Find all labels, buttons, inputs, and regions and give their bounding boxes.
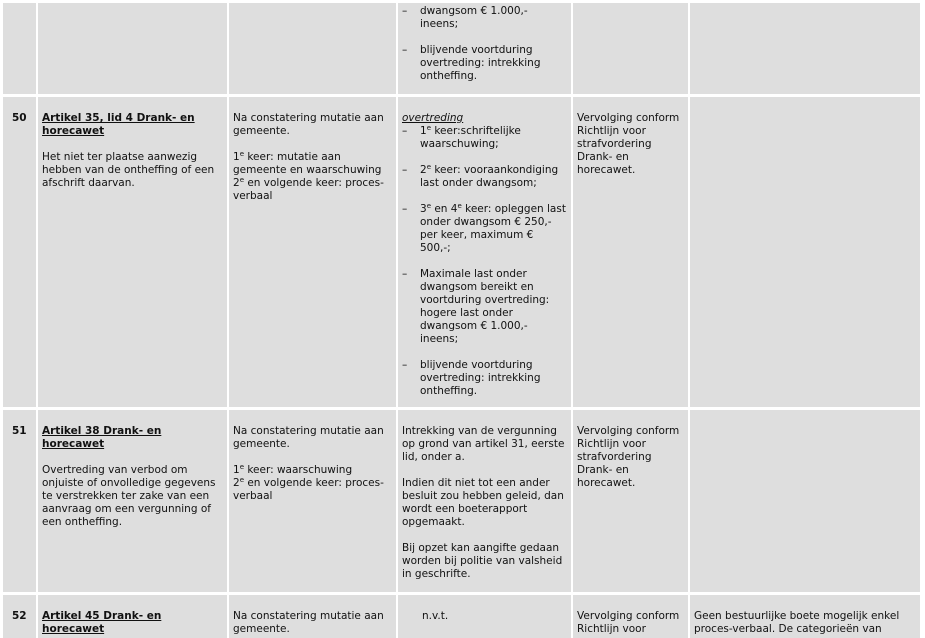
row-number: 52 [12, 610, 27, 622]
row-51-prosecution-cell [573, 410, 688, 592]
row-top-action-cell [229, 3, 396, 94]
row-51-sanction-cell [398, 410, 571, 592]
sanction-text: n.v.t. [422, 610, 449, 622]
article-title: Artikel 38 Drank- en horecawet [42, 425, 162, 450]
sanction-item: – 2e keer: vooraankondiging last onder dwangsom; [402, 164, 567, 190]
row-50-article-cell [38, 97, 227, 407]
article-description: Overtreding van verbod om onjuiste of onvolledige gegevens te verstrekken ter zake van een aanvraag om een vergunning of een ontheffing. [42, 464, 216, 528]
action-steps [233, 464, 392, 503]
row-51-action-cell [229, 410, 396, 592]
action-intro: Na constatering mutatie aan gemeente. [233, 425, 384, 450]
row-top-prosecution-cell [573, 3, 688, 94]
row-50-num-cell [3, 97, 36, 407]
sanction-paragraph: Bij opzet kan aangifte gedaan worden bij politie van valsheid in geschrifte. [402, 542, 563, 580]
article-title: Artikel 35, lid 4 Drank- en horecawet [42, 112, 195, 137]
remarks-text: Geen bestuurlijke boete mogelijk enkel proces-verbaal. De categorieën van [694, 610, 900, 635]
action-second: 2e en volgende keer: proces-verbaal [233, 176, 384, 202]
sanction-paragraph: Indien dit niet tot een ander besluit zou hebben geleid, dan wordt een boeterapport opgemaakt. [402, 477, 564, 528]
action-second: 2e en volgende keer: proces-verbaal [233, 476, 384, 502]
sanction-item: – Maximale last onder dwangsom bereikt en voortduring overtreding: hogere last onder dwangsom € 1.000,- ineens; [402, 268, 567, 346]
action-intro: Na constatering mutatie aan gemeente. [233, 610, 384, 635]
sanction-item: – 3e en 4e keer: opleggen last onder dwangsom € 250,- per keer, maximum € 500,-; [402, 203, 567, 255]
sanction-item: – 1e keer:schriftelijke waarschuwing; [402, 125, 567, 151]
row-top-remarks-cell [690, 3, 920, 94]
sanction-heading: overtreding [402, 112, 464, 124]
sanction-item: – blijvende voortduring overtreding: intrekking ontheffing. [402, 44, 562, 83]
row-50-prosecution-cell [573, 97, 688, 407]
prosecution-text: Vervolging conform Richtlijn voor [577, 610, 680, 635]
sanction-item: – blijvende voortduring overtreding: intrekking ontheffing. [402, 359, 567, 398]
row-51-remarks-cell [690, 410, 920, 592]
action-steps [233, 151, 392, 203]
row-50-action-cell [229, 97, 396, 407]
row-top-num-cell [3, 3, 36, 94]
article-title: Artikel 45 Drank- en horecawet [42, 610, 162, 635]
prosecution-text: Vervolging conform Richtlijn voor strafvordering Drank- en horecawet. [577, 425, 680, 489]
row-51-article-cell [38, 410, 227, 592]
row-top-article-cell [38, 3, 227, 94]
sanction-item: – dwangsom € 1.000,- ineens; [402, 5, 562, 31]
sanction-list [402, 125, 567, 398]
row-52-action-cell [229, 595, 396, 638]
article-description: Het niet ter plaatse aanwezig hebben van de ontheffing of een afschrift daarvan. [42, 151, 215, 189]
row-number: 50 [12, 112, 27, 124]
row-number: 51 [12, 425, 27, 437]
action-intro: Na constatering mutatie aan gemeente. [233, 112, 384, 137]
row-52-remarks-cell [690, 595, 920, 638]
row-51-num-cell [3, 410, 36, 592]
row-top-sanction-cell [398, 3, 571, 94]
action-first: 1e keer: mutatie aan gemeente en waarschuwing [233, 150, 382, 176]
row-52-num-cell [3, 595, 36, 638]
sanction-paragraph: Intrekking van de vergunning op grond van artikel 31, eerste lid, onder a. [402, 425, 565, 463]
prosecution-text: Vervolging conform Richtlijn voor strafvordering Drank- en horecawet. [577, 112, 680, 176]
row-52-prosecution-cell [573, 595, 688, 638]
row-52-article-cell [38, 595, 227, 638]
row-50-sanction-cell [398, 97, 571, 407]
row-50-remarks-cell [690, 97, 920, 407]
row-52-sanction-cell [398, 595, 571, 638]
action-first: 1e keer: waarschuwing [233, 463, 353, 476]
